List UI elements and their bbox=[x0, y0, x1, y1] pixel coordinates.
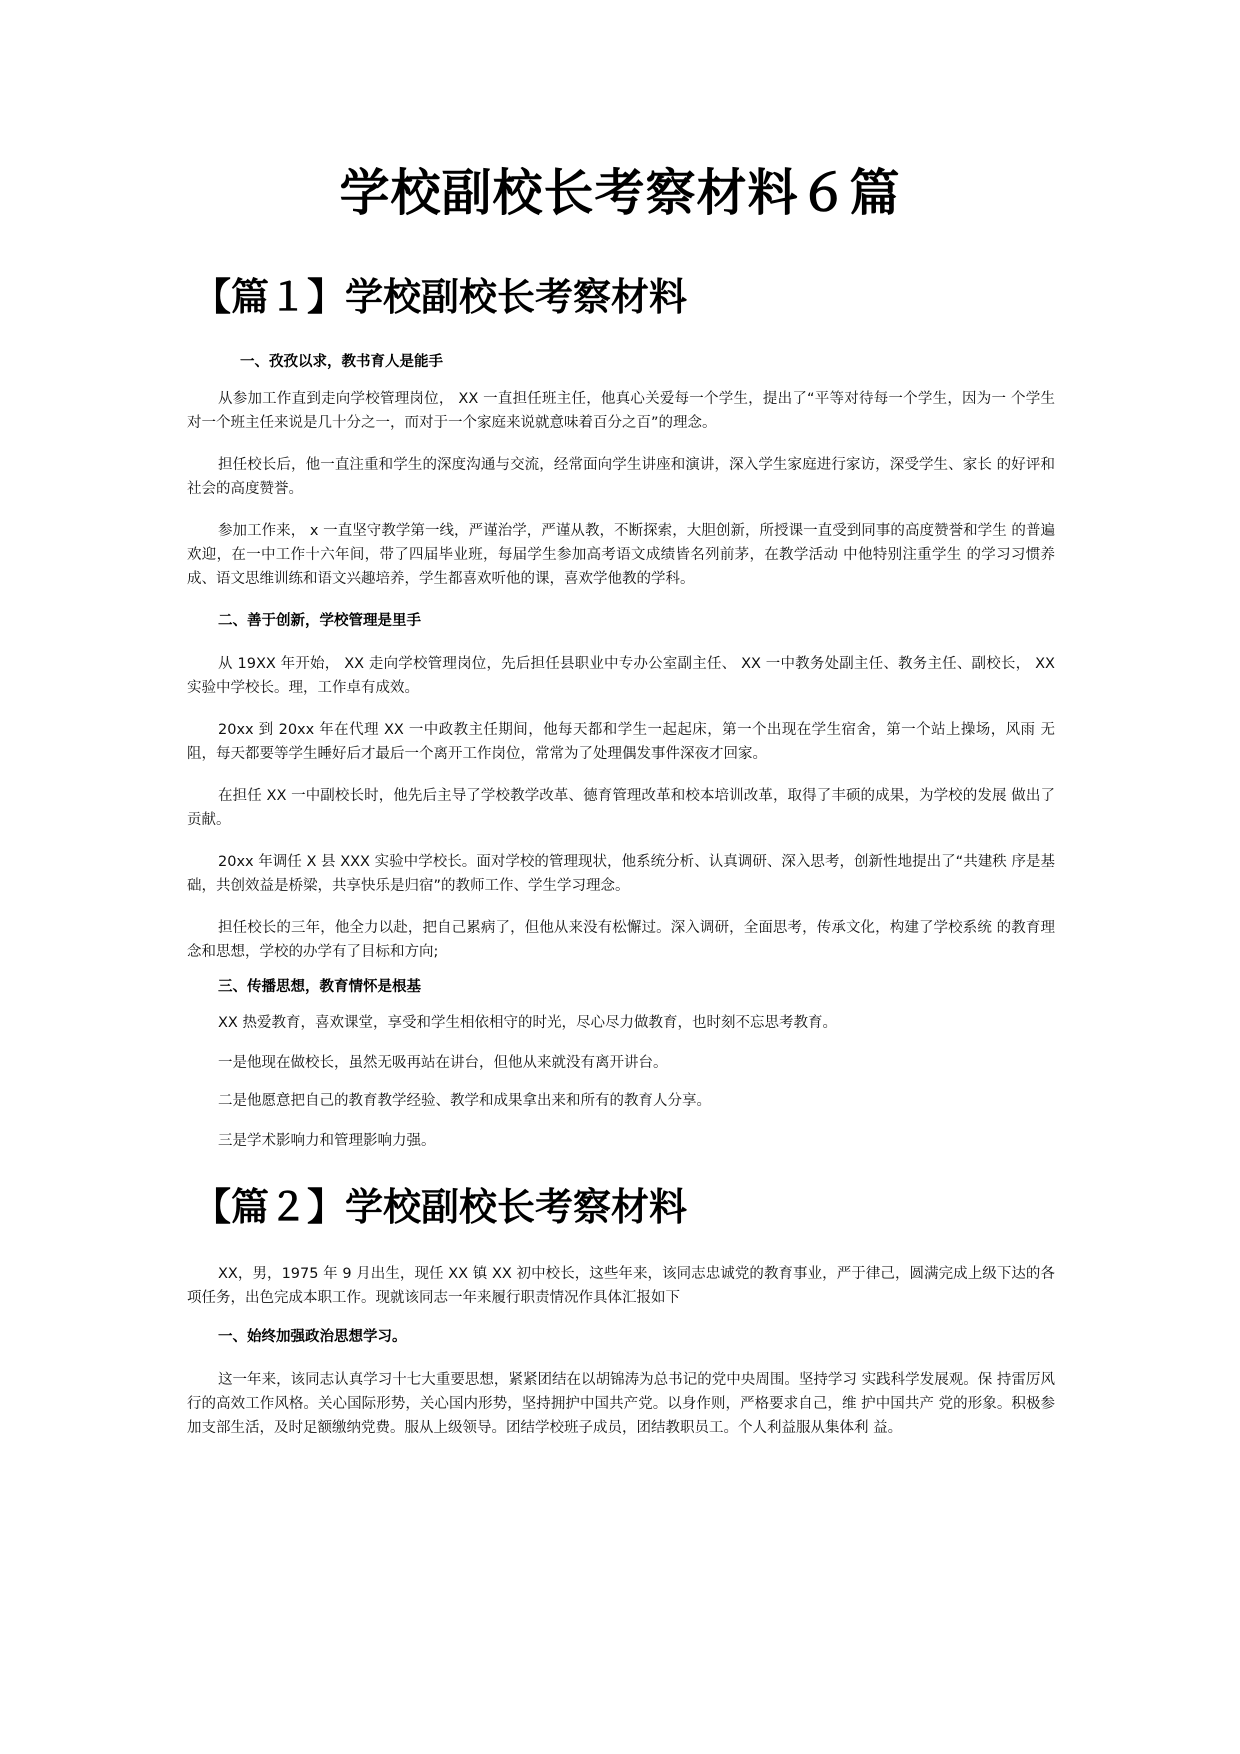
article-1-subheading-3: 三、传播思想，教育情怀是根基 bbox=[218, 978, 421, 995]
article-2-heading: 【篇２】学校副校长考察材料 bbox=[193, 1184, 688, 1229]
article-2-paragraph-2: 这一年来，该同志认真学习十七大重要思想，紧紧团结在以胡锦涛为总书记的党中央周围。坚持学习 实践科学发展观。保 持雷厉风行的高效工作风格。关心国际形势，关心国内形势，坚持拥护中国共产党。以身作则，严格要求自己，维 护中国共产 党的形象。积极参加支部生活，及时足额缴纳党费。服从上级领导。团结学校班子成员，团结教职员工。个人利益服从集体利 益。 bbox=[187, 1372, 1055, 1436]
article-1-paragraph-8: 担任校长的三年，他全力以赴，把自己累病了，但他从来没有松懈过。深入调研，全面思考，传承文化，构建了学校系统 的教育理念和思想，学校的办学有了目标和方向; bbox=[187, 920, 1055, 960]
article-1-line-3: 二是他愿意把自己的教育教学经验、教学和成果拿出来和所有的教育人分享。 bbox=[218, 1093, 711, 1109]
article-1-subheading-2: 二、善于创新，学校管理是里手 bbox=[218, 612, 421, 629]
document-title: 学校副校长考察材料６篇 bbox=[339, 163, 901, 222]
article-1-line-1: XX 热爱教育，喜欢课堂，享受和学生相依相守的时光，尽心尽力做教育，也时刻不忘思考教育。 bbox=[218, 1015, 837, 1031]
article-2-paragraph-1: XX，男，1975 年 9 月出生，现任 XX 镇 XX 初中校长，这些年来，该同志忠诚党的教育事业，严于律己，圆满完成上级下达的各 项任务，出色完成本职工作。现就该同志一年来履行职责情况作具体汇报如下 bbox=[187, 1266, 1055, 1306]
article-1-paragraph-7: 20xx 年调任 X 县 XXX 实验中学校长。面对学校的管理现状，他系统分析、认真调研、深入思考，创新性地提出了“共建秩 序是基础，共创效益是桥梁，共享快乐是归宿”的教师工作、学生学习理念。 bbox=[187, 854, 1055, 894]
article-1-line-4: 三是学术影响力和管理影响力强。 bbox=[218, 1133, 436, 1149]
article-1-subheading-1: 一、孜孜以求，教书育人是能手 bbox=[240, 353, 443, 370]
article-1-line-2: 一是他现在做校长，虽然无吸再站在讲台，但他从来就没有离开讲台。 bbox=[218, 1055, 668, 1071]
article-1-paragraph-3: 参加工作来， x 一直坚守教学第一线，严谨治学，严谨从教，不断探索，大胆创新，所授课一直受到同事的高度赞誉和学生 的普遍欢迎，在一中工作十六年间，带了四届毕业班，每届学生参加高考语文成绩皆名列前茅，在教学活动 中他特别注重学生 的学习习惯养成、语文思维训练和语文兴趣培养，学生都喜欢听他的课，喜欢学他教的学科。 bbox=[187, 523, 1055, 587]
article-1-heading: 【篇１】学校副校长考察材料 bbox=[193, 274, 688, 319]
article-1-paragraph-5: 20xx 到 20xx 年在代理 XX 一中政教主任期间，他每天都和学生一起起床，第一个出现在学生宿舍，第一个站上操场，风雨 无阻，每天都要等学生睡好后才最后一个离开工作岗位，常常为了处理偶发事件深夜才回家。 bbox=[187, 722, 1055, 762]
article-1-paragraph-4: 从 19XX 年开始， XX 走向学校管理岗位，先后担任县职业中专办公室副主任、 XX 一中教务处副主任、教务主任、副校长， XX 实验中学校长。理，工作卓有成效。 bbox=[187, 656, 1055, 696]
article-1-paragraph-2: 担任校长后，他一直注重和学生的深度沟通与交流，经常面向学生讲座和演讲，深入学生家庭进行家访，深受学生、家长 的好评和社会的高度赞誉。 bbox=[187, 457, 1055, 497]
article-2-subheading-1: 一、始终加强政治思想学习。 bbox=[218, 1328, 407, 1345]
article-1-paragraph-1: 从参加工作直到走向学校管理岗位， XX 一直担任班主任，他真心关爱每一个学生，提出了“平等对待每一个学生，因为一 个学生对一个班主任来说是几十分之一，而对于一个家庭来说就意味着百分之百”的理念。 bbox=[187, 391, 1055, 431]
article-1-paragraph-6: 在担任 XX 一中副校长时，他先后主导了学校教学改革、德育管理改革和校本培训改革，取得了丰硕的成果，为学校的发展 做出了贡献。 bbox=[187, 788, 1055, 828]
